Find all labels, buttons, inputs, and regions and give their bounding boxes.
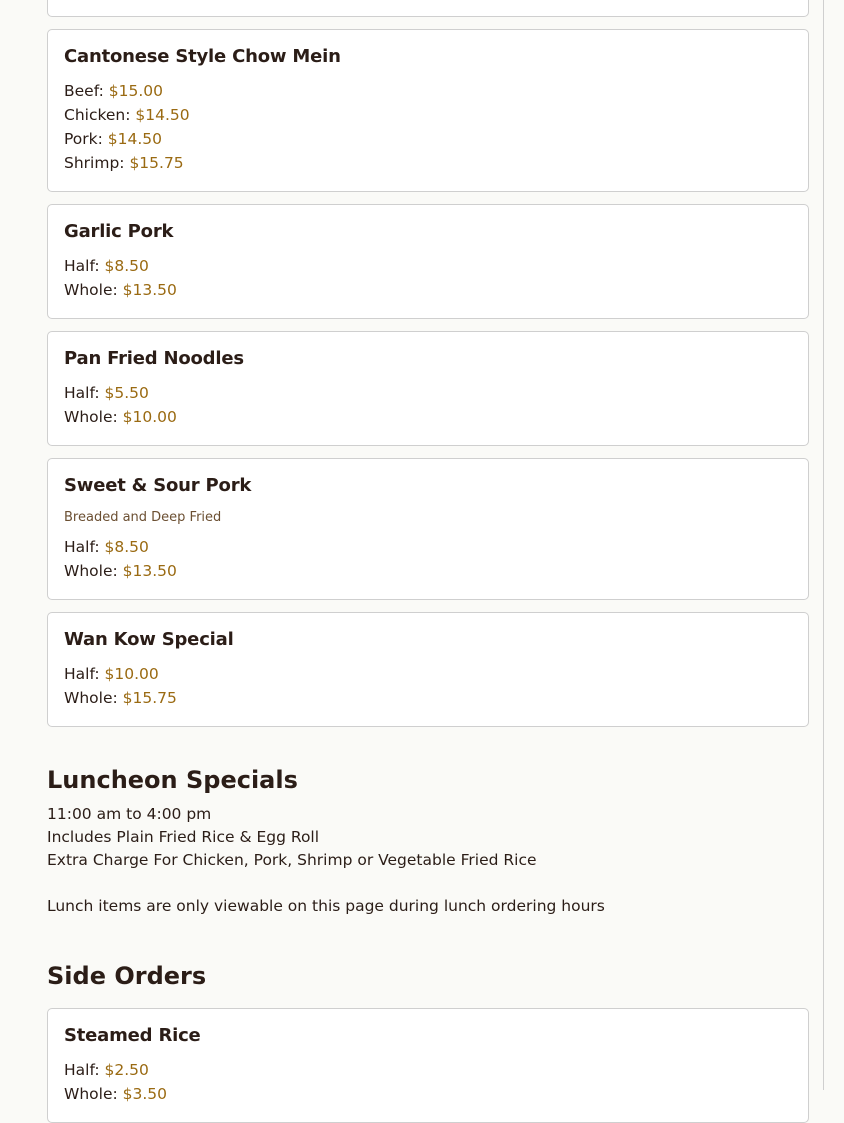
luncheon-includes: Includes Plain Fried Rice & Egg Roll [47, 828, 320, 846]
price-label: Half: [64, 384, 105, 402]
price-option[interactable] [64, 106, 190, 124]
price-label: Half: [64, 1061, 105, 1079]
price-label: Pork: [64, 130, 108, 148]
menu-item-card[interactable] [47, 458, 809, 600]
menu-item-card[interactable] [47, 331, 809, 446]
price-amount: $2.50 [104, 1061, 149, 1079]
menu-item-card-partial[interactable] [47, 0, 809, 17]
luncheon-extra-charge: Extra Charge For Chicken, Pork, Shrimp or Vegetable Fried Rice [47, 851, 537, 869]
menu-item-card[interactable] [47, 204, 809, 319]
menu-item-name: Garlic Pork [64, 221, 174, 242]
price-option[interactable] [64, 408, 177, 426]
price-amount: $8.50 [104, 538, 149, 556]
price-amount: $5.50 [104, 384, 149, 402]
price-amount: $13.50 [122, 281, 177, 299]
price-amount: $8.50 [104, 257, 149, 275]
menu-item-name: Cantonese Style Chow Mein [64, 46, 341, 67]
price-option[interactable] [64, 1061, 149, 1079]
price-amount: $15.75 [122, 689, 177, 707]
luncheon-notice: Lunch items are only viewable on this page during lunch ordering hours [47, 897, 605, 915]
price-label: Whole: [64, 281, 123, 299]
price-amount: $15.75 [129, 154, 184, 172]
price-label: Half: [64, 665, 105, 683]
price-amount: $14.50 [135, 106, 190, 124]
page-edge-divider [823, 0, 824, 1090]
luncheon-hours: 11:00 am to 4:00 pm [47, 805, 212, 823]
menu-item-name: Sweet & Sour Pork [64, 475, 252, 496]
price-amount: $10.00 [104, 665, 159, 683]
price-amount: $14.50 [107, 130, 163, 148]
price-label: Chicken: [64, 106, 136, 124]
price-option[interactable] [64, 1085, 167, 1103]
price-amount: $15.00 [108, 82, 164, 100]
price-option[interactable] [64, 665, 159, 683]
menu-item-card[interactable] [47, 1008, 809, 1123]
price-option[interactable] [64, 562, 177, 580]
menu-item-description: Breaded and Deep Fried [64, 510, 222, 525]
menu-item-card[interactable] [47, 612, 809, 727]
price-amount: $10.00 [122, 408, 177, 426]
section-title-luncheon: Luncheon Specials [47, 766, 298, 794]
price-label: Whole: [64, 562, 123, 580]
menu-item-name: Pan Fried Noodles [64, 348, 244, 369]
price-label: Beef: [64, 82, 109, 100]
menu-item-name: Steamed Rice [64, 1025, 201, 1046]
price-label: Whole: [64, 408, 123, 426]
price-amount: $3.50 [122, 1085, 167, 1103]
price-label: Half: [64, 538, 105, 556]
price-option[interactable] [64, 257, 149, 275]
price-option[interactable] [64, 130, 162, 148]
price-option[interactable] [64, 384, 149, 402]
price-option[interactable] [64, 154, 184, 172]
price-option[interactable] [64, 538, 149, 556]
price-label: Half: [64, 257, 105, 275]
price-amount: $13.50 [122, 562, 177, 580]
price-option[interactable] [64, 281, 177, 299]
menu-item-name: Wan Kow Special [64, 629, 234, 650]
price-label: Shrimp: [64, 154, 130, 172]
price-label: Whole: [64, 1085, 123, 1103]
price-option[interactable] [64, 82, 163, 100]
price-label: Whole: [64, 689, 123, 707]
menu-item-card[interactable] [47, 29, 809, 192]
section-title-side-orders: Side Orders [47, 962, 207, 990]
price-option[interactable] [64, 689, 177, 707]
